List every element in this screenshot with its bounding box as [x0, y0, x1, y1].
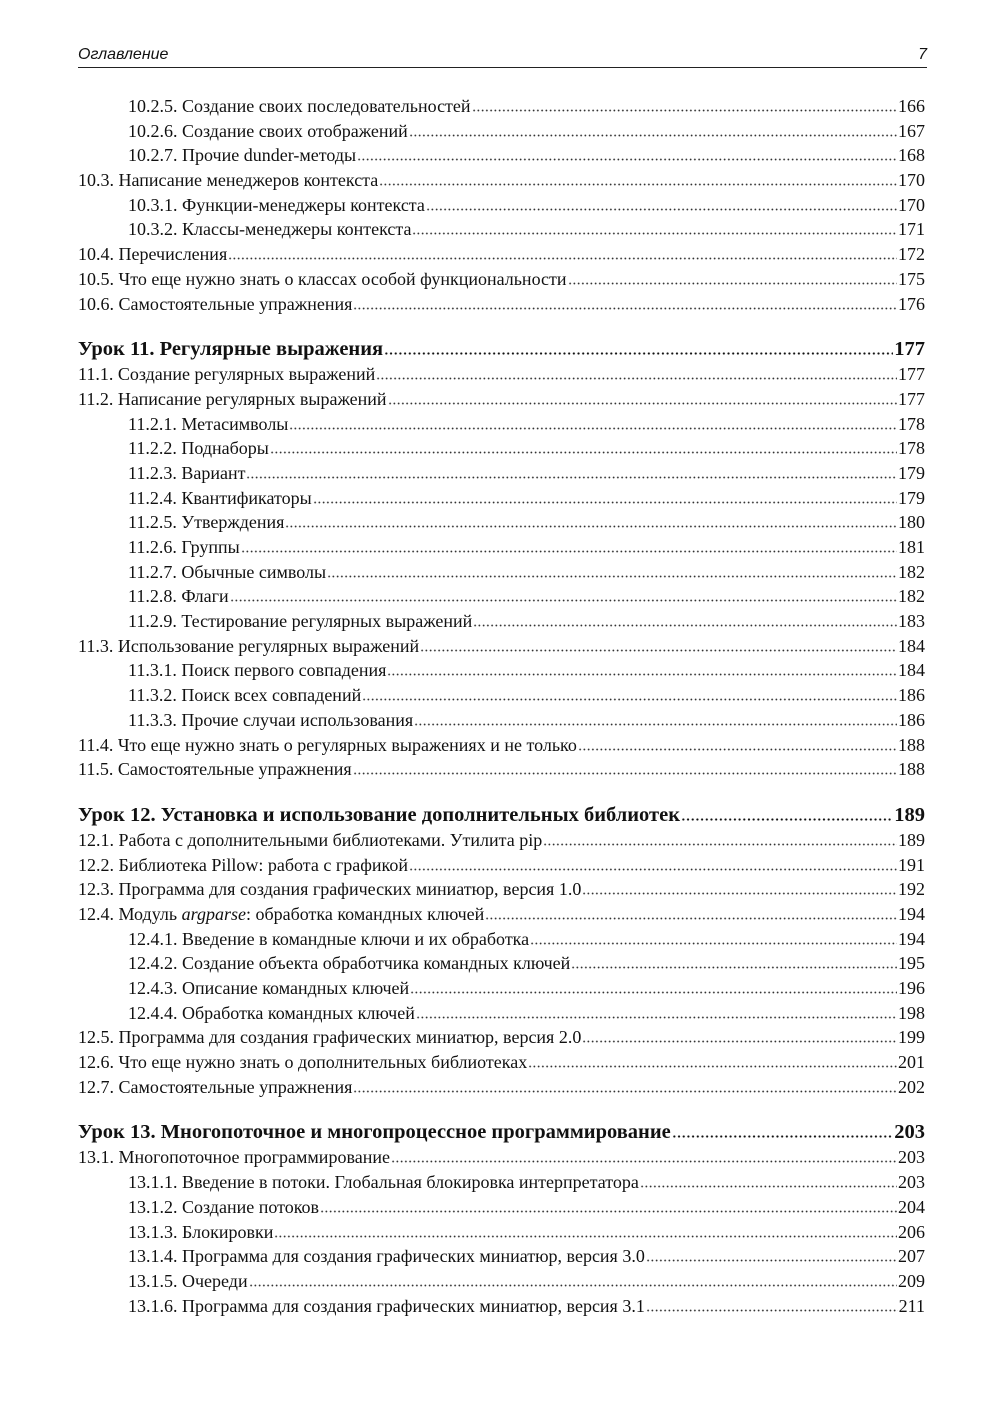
page-number: 203	[898, 1172, 925, 1193]
subsection-entry	[78, 658, 925, 683]
dot-leader	[387, 661, 897, 676]
dot-leader	[230, 587, 897, 602]
entry-title: 11.2.9. Тестирование регулярных выражений	[128, 611, 473, 632]
page-number: 178	[898, 413, 925, 434]
page-number: 189	[894, 803, 925, 826]
section-entry	[78, 733, 925, 758]
entry-title: 12.1. Работа с дополнительными библиотеками. Утилита pip	[78, 829, 543, 850]
chapter-entry	[78, 336, 925, 362]
page-number: 167	[898, 120, 925, 141]
page-number: 199	[898, 1027, 925, 1048]
page-number: 191	[898, 854, 925, 875]
entry-title: Урок 11. Регулярные выражения	[78, 338, 384, 361]
entry-title: 13.1.5. Очереди	[128, 1270, 248, 1291]
entry-title: 11.4. Что еще нужно знать о регулярных выражениях и не только	[78, 734, 577, 755]
entry-title: 11.1. Создание регулярных выражений	[78, 364, 376, 385]
dot-leader	[376, 365, 897, 380]
entry-title: 12.4.1. Введение в командные ключи и их обработка	[128, 928, 530, 949]
subsection-entry	[78, 683, 925, 708]
page-number: 196	[898, 978, 925, 998]
dot-leader	[384, 339, 893, 355]
entry-title: 10.3.1. Функции-менеджеры контекста	[128, 194, 425, 215]
dot-leader	[426, 196, 897, 211]
dot-leader	[228, 245, 897, 260]
entry-title: 11.3. Использование регулярных выражений	[78, 635, 420, 656]
page-number: 171	[898, 219, 925, 240]
dot-leader	[420, 637, 897, 652]
entry-title: 11.2.2. Поднаборы	[128, 438, 269, 459]
page-number: 176	[898, 293, 925, 314]
dot-leader	[578, 736, 897, 751]
entry-title: 11.2.4. Квантификаторы	[128, 487, 312, 508]
subsection-entry	[78, 461, 925, 486]
section-gap	[78, 782, 925, 802]
subsection-entry	[78, 143, 925, 168]
entry-title: 12.4.4. Обработка командных ключей	[128, 1002, 415, 1023]
section-entry	[78, 1075, 925, 1100]
entry-title: 13.1.3. Блокировки	[128, 1221, 274, 1242]
dot-leader	[568, 270, 897, 285]
page-number: 188	[898, 759, 925, 780]
entry-title: 12.3. Программа для создания графических миниатюр, версия 1.0	[78, 879, 582, 900]
page-number: 202	[898, 1076, 925, 1097]
page-number: 189	[898, 829, 925, 850]
dot-leader	[313, 489, 897, 504]
page-number: 203	[898, 1147, 925, 1168]
page-number: 211	[898, 1295, 925, 1316]
page-number: 179	[898, 487, 925, 508]
entry-title: 11.2.1. Метасимволы	[128, 413, 289, 434]
running-header-title: Оглавление	[78, 46, 169, 63]
section-entry	[78, 877, 925, 902]
entry-title: 11.3.3. Прочие случаи использования	[128, 709, 414, 730]
entry-title: 12.7. Самостоятельные упражнения	[78, 1076, 353, 1097]
dot-leader	[327, 563, 897, 578]
entry-title: 11.2.3. Вариант	[128, 462, 246, 483]
page-number: 206	[898, 1221, 925, 1242]
dot-leader	[543, 831, 897, 846]
section-gap	[78, 316, 925, 336]
page-number: 184	[898, 660, 925, 681]
page-number: 182	[898, 561, 925, 582]
entry-title: 10.3. Написание менеджеров контекста	[78, 170, 379, 191]
page-number: 186	[898, 709, 925, 730]
section-entry	[78, 362, 925, 387]
page-number: 175	[898, 268, 925, 289]
dot-leader	[353, 295, 897, 310]
section-entry	[78, 1025, 925, 1050]
subsection-entry	[78, 1170, 925, 1195]
page-number: 178	[898, 438, 925, 459]
page-number: 186	[898, 685, 925, 706]
dot-leader	[391, 1148, 897, 1163]
entry-title: 12.2. Библиотека Pillow: работа с графикой	[78, 854, 408, 875]
chapter-entry	[78, 1119, 925, 1145]
dot-leader	[582, 880, 897, 895]
entry-title: 13.1.2. Создание потоков	[128, 1196, 320, 1217]
entry-title: 11.2. Написание регулярных выражений	[78, 388, 387, 409]
dot-leader	[646, 1297, 898, 1312]
subsection-entry	[78, 1269, 925, 1294]
page-number: 172	[898, 244, 925, 265]
page-number: 170	[898, 170, 925, 191]
dot-leader	[571, 954, 897, 969]
page-number: 192	[898, 879, 925, 900]
entry-title: 11.3.2. Поиск всех совпадений	[128, 685, 362, 706]
page-number: 170	[898, 194, 925, 215]
dot-leader	[285, 513, 897, 528]
entry-title	[78, 902, 484, 927]
running-header	[78, 46, 927, 68]
entry-title: 10.2.5. Создание своих последовательностей	[128, 96, 471, 116]
page-number: 209	[898, 1270, 925, 1291]
dot-leader	[270, 439, 897, 454]
entry-title: 13.1.4. Программа для создания графических миниатюр, версия 3.0	[128, 1246, 645, 1267]
subsection-entry	[78, 412, 925, 437]
dot-leader	[414, 711, 897, 726]
entry-title: 11.2.8. Флаги	[128, 586, 229, 607]
entry-title: 12.6. Что еще нужно знать о дополнительных библиотеках	[78, 1052, 528, 1073]
page-number: 184	[898, 635, 925, 656]
chapter-entry	[78, 802, 925, 828]
page-number: 166	[898, 96, 925, 116]
section-entry	[78, 168, 925, 193]
section-entry	[78, 387, 925, 412]
subsection-entry	[78, 976, 925, 1001]
entry-title: 10.2.7. Прочие dunder-методы	[128, 145, 357, 166]
subsection-entry	[78, 510, 925, 535]
entry-title: 11.2.6. Группы	[128, 537, 240, 557]
section-entry	[78, 828, 925, 853]
dot-leader	[640, 1173, 897, 1188]
entry-title-part: : обработка командных ключей	[245, 903, 485, 924]
dot-leader	[353, 1078, 897, 1093]
page-number: 177	[898, 388, 925, 409]
page-number: 203	[894, 1121, 925, 1144]
subsection-entry	[78, 436, 925, 461]
page-number: 177	[894, 338, 925, 361]
page-number: 177	[898, 364, 925, 385]
dot-leader	[412, 220, 897, 235]
section-entry	[78, 267, 925, 292]
page-number: 181	[898, 537, 925, 557]
entry-title: 13.1.1. Введение в потоки. Глобальная блокировка интерпретатора	[128, 1172, 639, 1193]
entry-title: 11.2.7. Обычные символы	[128, 561, 327, 582]
table-of-contents	[78, 94, 925, 1318]
running-header-page-number: 7	[918, 46, 927, 63]
entry-title: Урок 13. Многопоточное и многопроцессное программирование	[78, 1121, 671, 1144]
dot-leader	[357, 146, 897, 161]
entry-title: 12.5. Программа для создания графических миниатюр, версия 2.0	[78, 1027, 582, 1048]
subsection-entry	[78, 1294, 925, 1319]
section-entry	[78, 292, 925, 317]
page-number: 204	[898, 1196, 925, 1217]
section-entry	[78, 1050, 925, 1075]
section-entry	[78, 902, 925, 927]
page-number: 182	[898, 586, 925, 607]
section-entry	[78, 242, 925, 267]
entry-title: 12.4.2. Создание объекта обработчика командных ключей	[128, 953, 571, 974]
subsection-entry	[78, 927, 925, 952]
page-number: 183	[898, 611, 925, 632]
subsection-entry	[78, 1001, 925, 1026]
entry-title: 11.2.5. Утверждения	[128, 512, 285, 533]
subsection-entry	[78, 708, 925, 733]
page-number: 198	[898, 1002, 925, 1023]
subsection-entry	[78, 193, 925, 218]
subsection-entry	[78, 1244, 925, 1269]
page-number: 195	[898, 953, 925, 974]
entry-title: 10.6. Самостоятельные упражнения	[78, 293, 353, 314]
dot-leader	[409, 122, 897, 137]
dot-leader	[379, 171, 897, 186]
subsection-entry	[78, 1220, 925, 1245]
page-number: 194	[898, 903, 925, 924]
entry-title: 13.1. Многопоточное программирование	[78, 1147, 390, 1168]
dot-leader	[582, 1028, 897, 1043]
entry-title-part: 12.4. Модуль	[78, 903, 182, 924]
entry-title: 10.3.2. Классы-менеджеры контекста	[128, 219, 412, 240]
subsection-entry	[78, 217, 925, 242]
dot-leader	[410, 979, 897, 994]
dot-leader	[530, 930, 897, 945]
entry-title: 10.4. Перечисления	[78, 244, 228, 265]
subsection-entry	[78, 486, 925, 511]
entry-title: 12.4.3. Описание командных ключей	[128, 978, 410, 998]
dot-leader	[289, 415, 897, 430]
section-entry	[78, 757, 925, 782]
dot-leader	[681, 805, 893, 821]
section-entry	[78, 634, 925, 659]
dot-leader	[472, 97, 897, 112]
dot-leader	[416, 1004, 897, 1019]
entry-title: 10.2.6. Создание своих отображений	[128, 120, 408, 141]
dot-leader	[353, 760, 897, 775]
subsection-entry	[78, 1195, 925, 1220]
page-number: 194	[898, 928, 925, 949]
dot-leader	[241, 538, 897, 553]
dot-leader	[473, 612, 897, 627]
subsection-entry	[78, 951, 925, 976]
dot-leader	[362, 686, 897, 701]
entry-title: 11.5. Самостоятельные упражнения	[78, 759, 352, 780]
entry-title: 10.5. Что еще нужно знать о классах особой функциональности	[78, 268, 567, 289]
dot-leader	[388, 390, 897, 405]
section-entry	[78, 1145, 925, 1170]
dot-leader	[320, 1198, 897, 1213]
page-number: 188	[898, 734, 925, 755]
subsection-entry	[78, 584, 925, 609]
section-entry	[78, 853, 925, 878]
subsection-entry	[78, 560, 925, 585]
entry-title: 13.1.6. Программа для создания графических миниатюр, версия 3.1	[128, 1295, 645, 1316]
page-number: 201	[898, 1052, 925, 1073]
entry-title: Урок 12. Установка и использование дополнительных библиотек	[78, 803, 681, 826]
page-number: 168	[898, 145, 925, 166]
dot-leader	[672, 1122, 893, 1138]
dot-leader	[274, 1223, 897, 1238]
dot-leader	[485, 905, 897, 920]
entry-title-italic: argparse	[181, 903, 246, 924]
subsection-entry	[78, 119, 925, 144]
dot-leader	[528, 1053, 897, 1068]
dot-leader	[246, 464, 897, 479]
dot-leader	[249, 1272, 897, 1287]
subsection-entry	[78, 535, 925, 560]
page-number: 180	[898, 512, 925, 533]
subsection-entry	[78, 609, 925, 634]
subsection-entry	[78, 94, 925, 119]
section-gap	[78, 1099, 925, 1119]
page-number: 179	[898, 462, 925, 483]
page-number: 207	[898, 1246, 925, 1267]
dot-leader	[409, 856, 897, 871]
entry-title: 11.3.1. Поиск первого совпадения	[128, 660, 387, 681]
dot-leader	[646, 1247, 897, 1262]
